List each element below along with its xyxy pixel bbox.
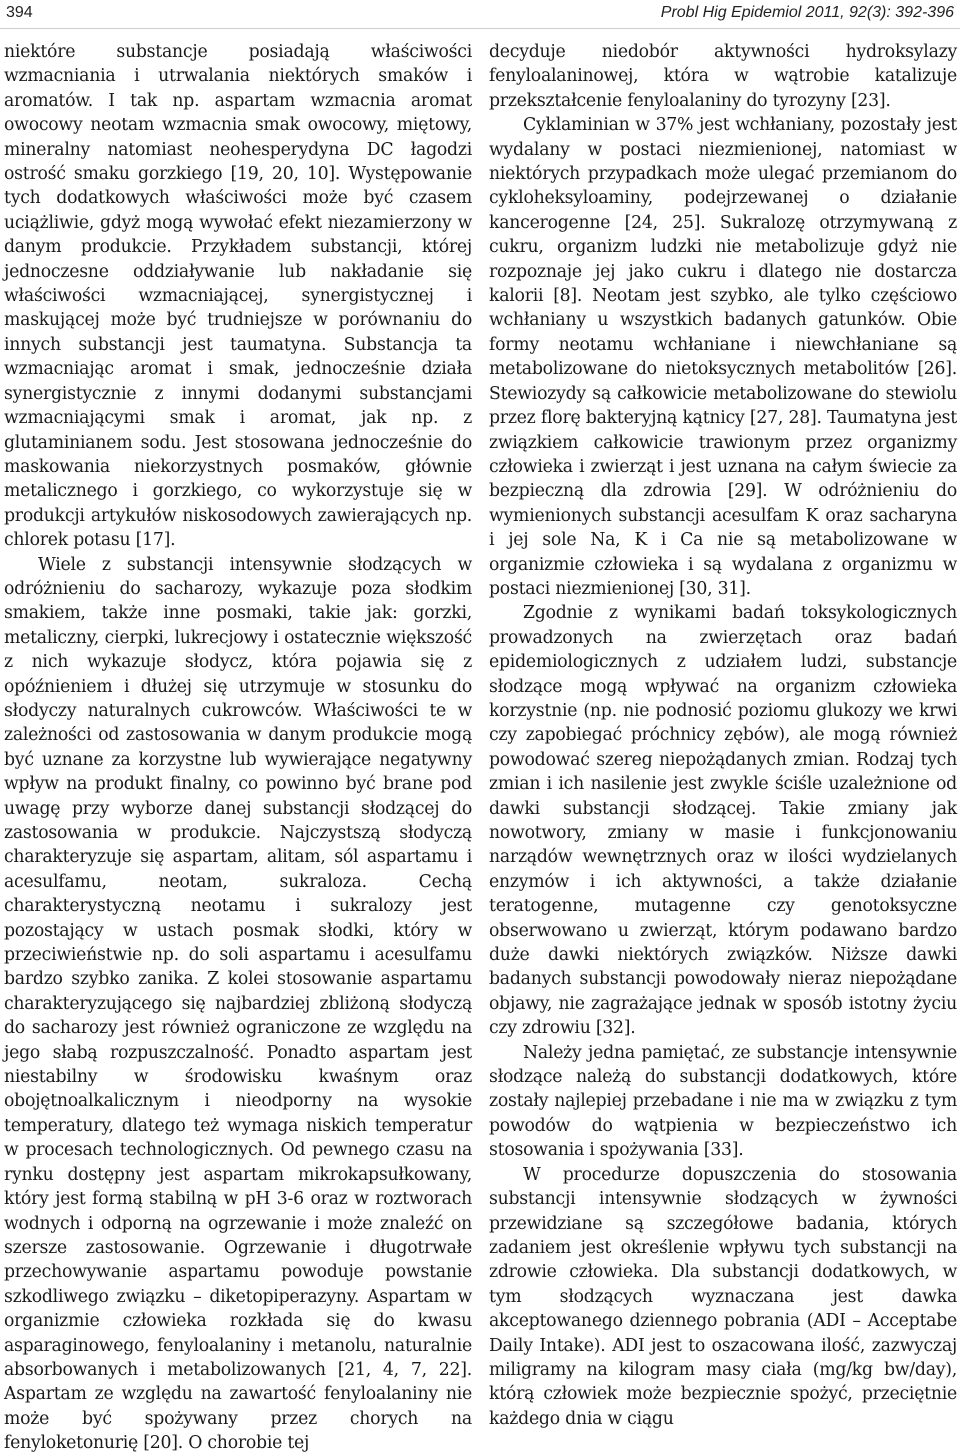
paragraph: decyduje niedobór aktywności hydroksylazy fenyloalaninowej, która w wątrobie katalizuje przekształcenie fenyloalaniny do tyrozyny [23].	[489, 42, 957, 111]
paragraph: Należy jedna pamiętać, ze substancje intensywnie słodzące należą do substancji dodatkowych, które zostały najlepiej przebadane i nie ma w związku z tym powodów do wątpienia w bezpieczeństwo ich stosowania i spożywania [33].	[489, 1042, 957, 1161]
journal-citation: Probl Hig Epidemiol 2011, 92(3): 392-396	[660, 4, 954, 21]
paragraph: Wiele z substancji intensywnie słodzących w odróżnieniu do sacharozy, wykazuje poza słodkim smakiem, także inne posmaki, takie jak: gorzki, metaliczny, cierpki, lukrecjowy i ostatecznie większość z nich wykazuje słodycz, która pojawia się z opóźnieniem i dłużej się utrzymuje w stosunku do słodyczy naturalnych cukrowców. Właściwości te w zależności od zastosowania w danym produkcie mogą być uznane za korzystne lub wywierające negatywny wpływ na produkt finalny, co powinno być brane pod uwagę przy wyborze danej substancji słodzącej do zastosowania w produkcie. Najczystszą słodyczą charakteryzuje się aspartam, alitam, sól aspartamu i acesulfamu, neotam, sukraloza. Cechą charakterystyczną neotamu i sukralozy jest pozostający w ustach posmak słodki, który w przeciwieństwie np. do soli aspartamu i acesulfamu bardzo szybko zanika. Z kolei stosowanie aspartamu charakteryzującego się najbardziej zbliżoną słodyczą do sacharozy jest również ograniczone ze względu na jego słabą rozpuszczalność. Ponadto aspartam jest niestabilny w środowisku kwaśnym oraz obojętnoalkalicznym i nieodporny na wysokie temperatury, dlatego też wymaga niskich temperatur w procesach technologicznych. Od pewnego czasu na rynku dostępny jest aspartam mikrokapsułkowany, który jest formą stabilną w pH 3-6 oraz w roztworach wodnych i odporną na ogrzewanie i może znaleźć on szersze zastosowanie. Ogrzewanie i długotrwałe przechowywanie aspartamu powoduje powstanie szkodliwego związku – diketopiperazyny. Aspartam w organizmie człowieka rozkłada się do kwasu asparaginowego, fenyloalaniny i metanolu, naturalnie absorbowanych i metabolizowanych [21, 4, 7, 22]. Aspartam ze względu na zawartość fenyloalaniny nie może być spożywany przez chorych na fenyloketonurię [20]. O chorobie tej	[4, 554, 472, 1454]
paragraph: Zgodnie z wynikami badań toksykologicznych prowadzonych na zwierzętach oraz badań epidemiologicznych z udziałem ludzi, substancje słodzące mogą wpływać na organizm człowieka korzystnie (np. nie podnosić poziomu glukozy we krwi czy zapobiegać próchnicy zębów), ale mogą również powodować szereg niepożądanych zmian. Rodzaj tych zmian i ich nasilenie jest zwykle ściśle uzależnione od dawki substancji słodzącej. Takie zmiany jak nowotwory, zmiany w masie i funkcjonowaniu narządów wewnętrznych oraz w ilości wydzielanych enzymów i ich aktywności, a także działanie teratogenne, mutagenne czy genotoksyczne obserwowano u zwierząt, którym podawano bardzo duże dawki niektórych związków. Niższe dawki badanych substancji powodowały nieraz niepożądane objawy, nie zagrażające jednak w sposób istotny życiu czy zdrowiu [32].	[489, 603, 957, 1039]
running-header	[0, 0, 960, 30]
page-number: 394	[6, 4, 33, 21]
left-column	[4, 40, 472, 1454]
right-column	[489, 40, 957, 1429]
paragraph: Cyklaminian w 37% jest wchłaniany, pozostały jest wydalany w postaci niezmienionej, natomiast w niektórych przypadkach może ulegać przemianom do cykloheksyloaminy, podejrzewanej o działanie kancerogenne [24, 25]. Sukralozę otrzymywaną z cukru, organizm ludzki nie metabolizuje gdyż nie rozpoznaje jej jako cukru i dlatego nie dostarcza kalorii [8]. Neotam jest szybko, ale tylko częściowo wchłaniany u wszystkich badanych gatunków. Obie formy neotamu wchłaniane i niewchłaniane są metabolizowane do nietoksycznych metabolitów [26]. Stewiozydy są całkowicie metabolizowane do stewiolu przez florę bakteryjną kątnicy [27, 28]. Taumatyna jest związkiem całkowicie trawionym przez organizmy człowieka i zwierząt i jest uznana na całym świecie za bezpieczną dla zdrowia [29]. W odróżnieniu do wymienionych substancji acesulfam K oraz sacharyna i jej sole Na, K i Ca nie są metabolizowane w organizmie człowieka i są wydalana z organizmu w postaci niezmienionej [30, 31].	[489, 115, 957, 599]
paragraph: niektóre substancje posiadają właściwości wzmacniania i utrwalania niektórych smaków i aromatów. I tak np. aspartam wzmacnia aromat owocowy neotam wzmacnia smak owocowy, miętowy, mineralny natomiast neohesperydyna DC łagodzi ostrość smaku gorzkiego [19, 20, 10]. Występowanie tych dodatkowych właściwości może być czasem uciążliwie, gdyż mogą wywołać efekt niezamierzony w danym produkcie. Przykładem substancji, której jednoczesne oddziaływanie lub nakładanie się właściwości wzmacniającej, synergistycznej i maskującej może być trudniejsze w porównaniu do innych substancji jest taumatyna. Substancja ta wzmacniając aromat i smak, jednocześnie działa synergistycznie z innymi dodanymi substancjami wzmacniającymi smak i aromat, jak np. z glutaminianem sodu. Jest stosowana jednocześnie do maskowania niekorzystnych posmaków, głównie metalicznego i gorzkiego, co wykorzystuje się w produkcji artykułów niskosodowych zawierających np. chlorek potasu [17].	[4, 42, 472, 551]
header-rule	[0, 28, 960, 29]
paragraph: W procedurze dopuszczenia do stosowania substancji intensywnie słodzących w żywności przewidziane są szczegółowe badania, których zadaniem jest określenie wpływu tych substancji na zdrowie człowieka. Dla substancji dodatkowych, w tym słodzących wyznaczana jest dawka akceptowanego dziennego pobrania (ADI – Acceptabe Daily Intake). ADI jest to oszacowana ilość, zazwyczaj miligramy na kilogram masy ciała (mg/kg bw/day), którą człowiek może bezpiecznie spożyć, przeciętnie każdego dnia w ciągu	[489, 1164, 957, 1429]
